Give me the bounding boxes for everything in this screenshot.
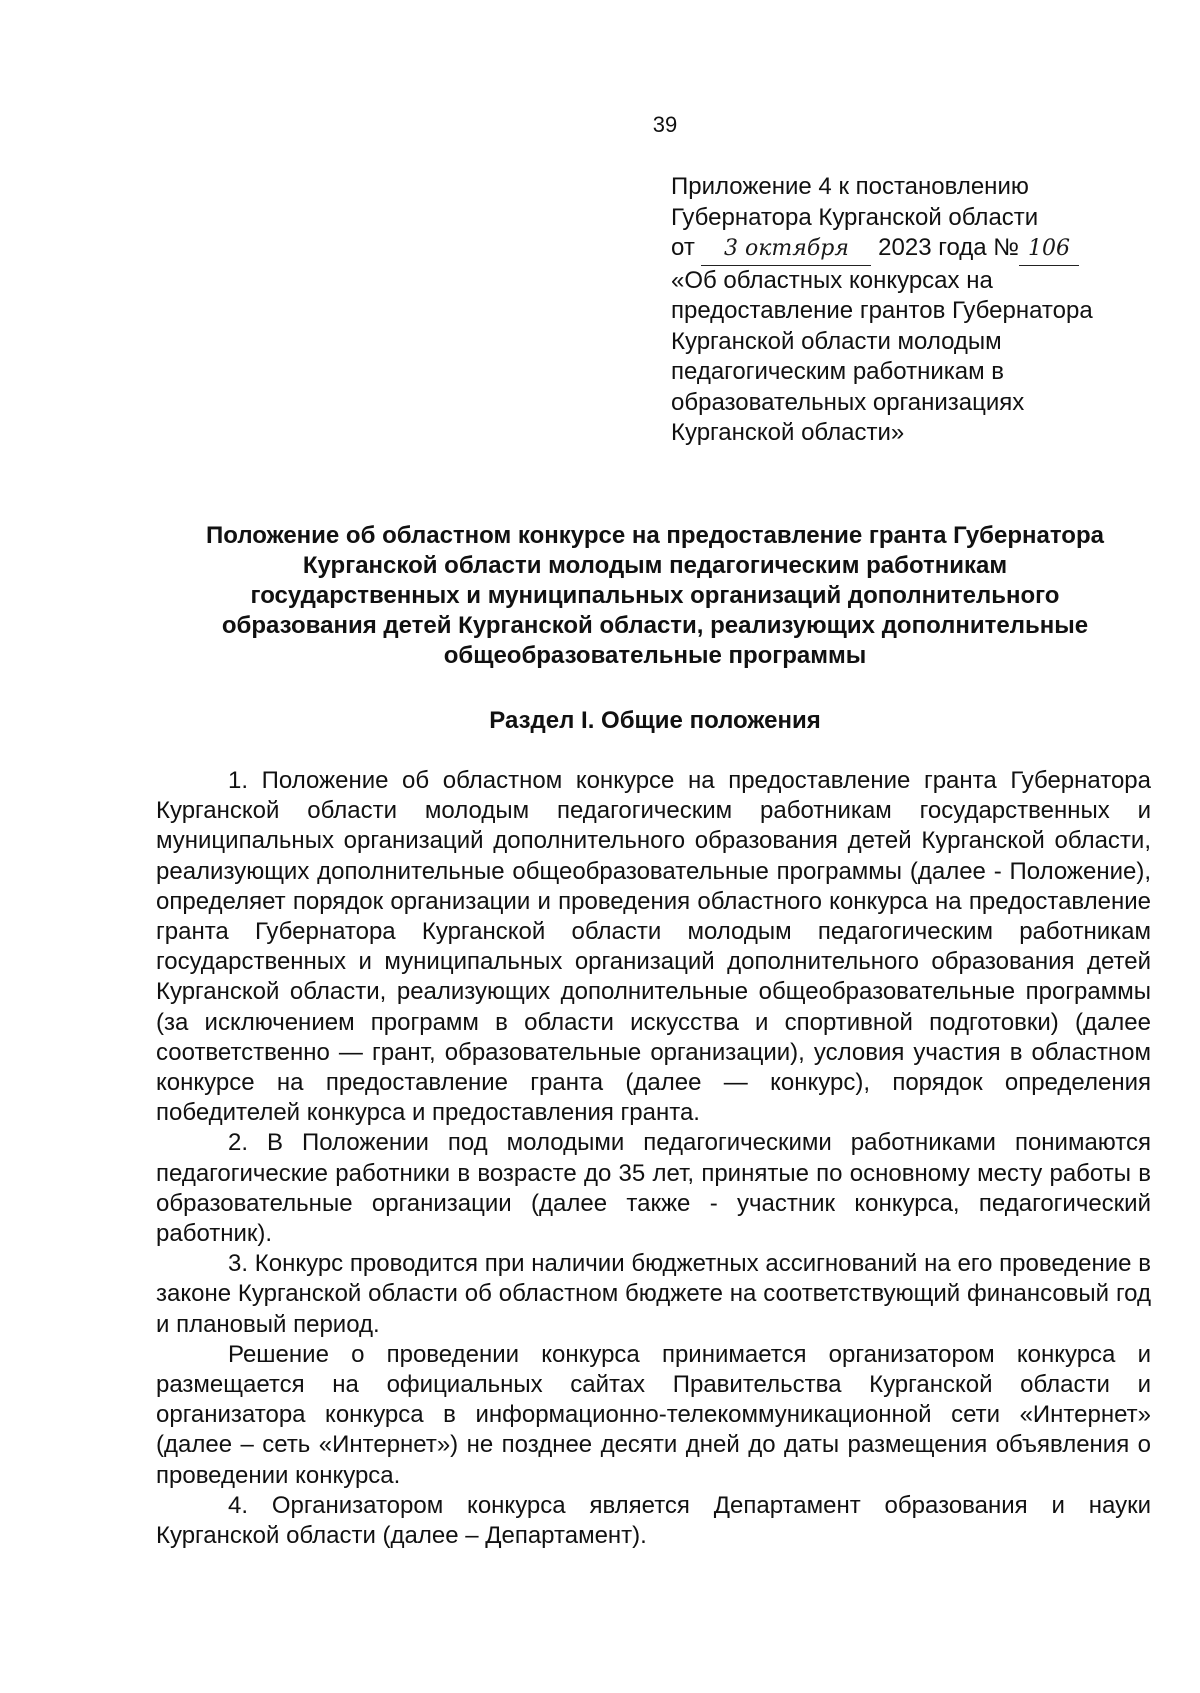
appendix-line: педагогическим работникам в — [671, 358, 1005, 385]
appendix-line: Приложение 4 к постановлению — [671, 173, 1029, 200]
title-line: общеобразовательные программы — [443, 642, 867, 669]
date-prefix: от — [671, 234, 695, 261]
paragraph: 4. Организатором конкурса является Департамент образования и науки Курганской области (далее – Департамент). — [156, 1491, 1151, 1550]
appendix-line: Курганской области» — [671, 419, 905, 446]
appendix-date-line — [671, 233, 1171, 266]
date-year: 2023 года № — [878, 234, 1020, 261]
section-heading: Раздел I. Общие положения — [489, 707, 821, 734]
document-title — [140, 521, 1170, 671]
appendix-block — [671, 172, 1171, 449]
document-body — [156, 766, 1151, 1551]
paragraph: 1. Положение об областном конкурсе на предоставление гранта Губернатора Курганской области молодым педагогическим работникам государственных и муниципальных организаций дополнительного образования детей Курганской области, реализующих дополнительные общеобразовательные программы (далее - Положение), определяет порядок организации и проведения областного конкурса на предоставление гранта Губернатора Курганской области молодым педагогическим работникам государственных и муниципальных организаций дополнительного образования детей Курганской области, реализующих дополнительные общеобразовательные программы (за исключением программ в области искусства и спортивной подготовки) (далее соответственно — грант, образовательные организации), условия участия в областном конкурсе на предоставление гранта (далее — конкурс), порядок определения победителей конкурса и предоставления гранта. — [156, 767, 1151, 1127]
title-line: образования детей Курганской области, реализующих дополнительные — [221, 612, 1089, 639]
appendix-line: образовательных организациях — [671, 388, 1025, 416]
appendix-line: Губернатора Курганской области — [671, 203, 1039, 231]
appendix-line: предоставление грантов Губернатора — [671, 297, 1093, 324]
handwritten-number: 106 — [1019, 234, 1079, 266]
paragraph: 2. В Положении под молодыми педагогическими работниками понимаются педагогические работники в возрасте до 35 лет, принятые по основному месту работы в образовательные организации (далее также - участник конкурса, педагогический работник). — [156, 1129, 1151, 1248]
title-line: Положение об областном конкурсе на предоставление гранта Губернатора — [206, 522, 1104, 549]
handwritten-date: 3 октября — [701, 234, 871, 266]
paragraph: 3. Конкурс проводится при наличии бюджетных ассигнований на его проведение в законе Курганской области об областном бюджете на соответствующий финансовый год и плановый период. — [156, 1250, 1151, 1338]
paragraph: Решение о проведении конкурса принимается организатором конкурса и размещается на официальных сайтах Правительства Курганской области и организатора конкурса в информационно-телекоммуникационной сети «Интернет» (далее – сеть «Интернет») не позднее десяти дней до даты размещения объявления о проведении конкурса. — [156, 1340, 1151, 1489]
page-number: 39 — [652, 112, 678, 137]
title-line: Курганской области молодым педагогическим работникам — [302, 552, 1008, 579]
appendix-line: «Об областных конкурсах на — [671, 266, 993, 294]
title-line: государственных и муниципальных организаций дополнительного — [250, 582, 1060, 609]
appendix-line: Курганской области молодым — [671, 327, 1002, 355]
